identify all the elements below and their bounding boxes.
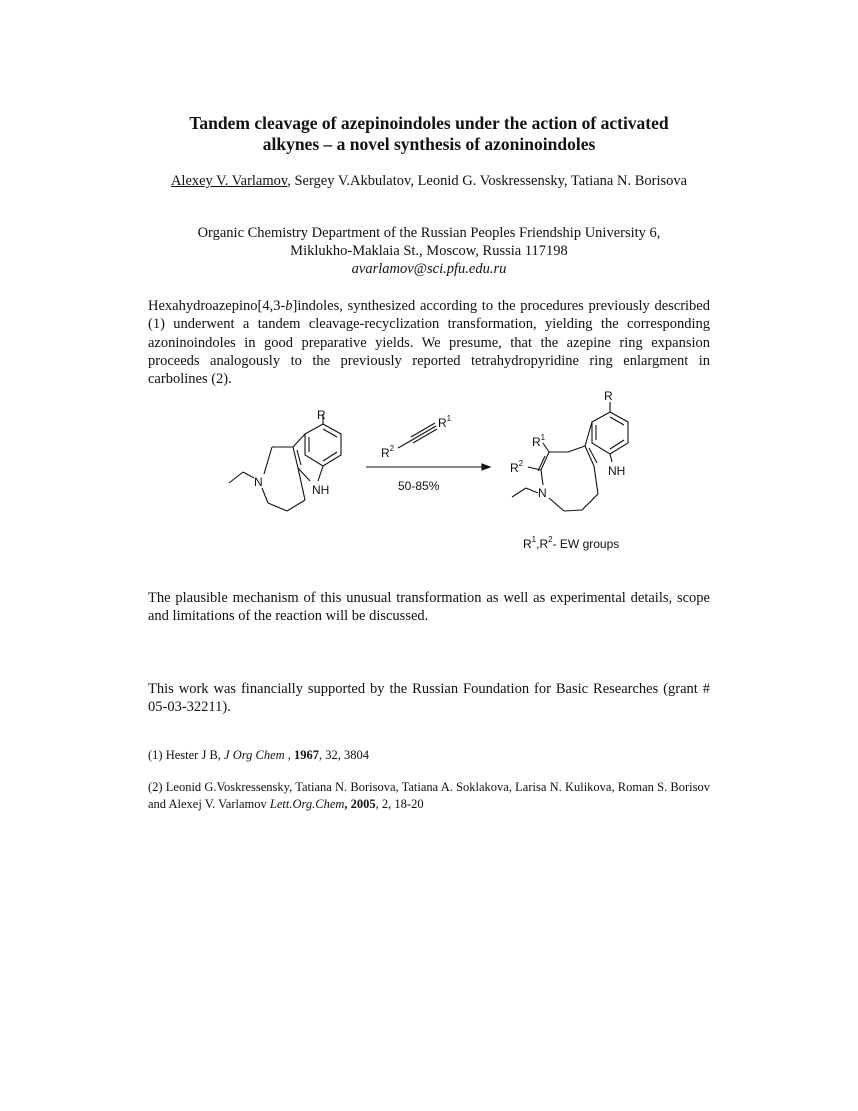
affiliation xyxy=(148,224,710,278)
substituent-note: $R^1,R^2-$ EW groups xyxy=(523,535,620,551)
presenting-author: Alexey V. Varlamov xyxy=(170,173,288,189)
reference-1 xyxy=(148,747,710,764)
ref2-journal: Lett.Org.Chem xyxy=(269,797,345,811)
p1-text-a: Hexahydroazepino[4,3- xyxy=(148,298,286,314)
reactant-azepine-bond-6 xyxy=(298,468,305,500)
reactant-nh-label: NH xyxy=(312,483,330,497)
ref1-authors: (1) Hester J B, xyxy=(148,748,225,762)
product-pyrrole-bond-4 xyxy=(610,454,612,462)
ref1-volume: , 32, 3804 xyxy=(319,748,370,762)
title-line-2: alkynes – a novel synthesis of azoninoindoles xyxy=(262,134,596,154)
ref1-journal: J Org Chem xyxy=(224,748,285,762)
reference-2 xyxy=(148,779,710,813)
product-ring-bond-5 xyxy=(541,470,543,485)
product-nh-label: NH xyxy=(608,464,626,478)
reactant-azepine-bond-3 xyxy=(262,488,268,503)
affiliation-line-1: Organic Chemistry Department of the Russian Peoples Friendship University 6, xyxy=(197,225,661,241)
alkyne-triple-2 xyxy=(411,423,435,437)
alkyne-triple-3 xyxy=(413,429,437,443)
product-r-label: R xyxy=(604,389,613,403)
product-ring-bond-7 xyxy=(564,510,582,511)
product-ring-bond-8 xyxy=(582,494,598,510)
product-benzene-ring xyxy=(592,412,628,454)
title-line-1: Tandem cleavage of azepinoindoles under the action of activated xyxy=(189,113,669,133)
abstract-paragraph xyxy=(148,297,710,388)
product-benzene-inner-2 xyxy=(610,440,624,449)
mechanism-paragraph: The plausible mechanism of this unusual transformation as well as experimental details, scope and limitations of the reaction will be discussed. xyxy=(148,590,710,625)
ref1-year: 1967 xyxy=(294,748,320,762)
reaction-arrow-head xyxy=(482,464,490,470)
product-n-label: N xyxy=(538,486,547,500)
funding-paragraph: This work was financially supported by the Russian Foundation for Basic Researches (grant # 05-03-32211). xyxy=(148,681,710,716)
product-ethyl-bond-2 xyxy=(512,488,526,497)
author-email: avarlamov@sci.pfu.edu.ru xyxy=(351,261,507,277)
product-r2-label: $R^2$ xyxy=(510,459,524,475)
reactant-benzene-inner-2 xyxy=(323,452,337,461)
alkyne-left-bond xyxy=(398,440,412,448)
product-pyrrole-bond-3 xyxy=(589,448,597,463)
product-pyrrole-bond-1 xyxy=(585,422,592,446)
reactant-n-label: N xyxy=(254,475,263,489)
reactant-pyrrole-bond-5 xyxy=(318,466,323,481)
ref2-volume: , 2, 18-20 xyxy=(375,797,424,811)
ref2-year: , 2005 xyxy=(344,797,376,811)
reactant-r-label: R xyxy=(317,408,326,422)
p1-text-b: ]indoles, synthesized according to the procedures previously described (1) underwent a tandem cleavage-recyclization transformation, yielding the corresponding azoninoindoles in good preparative yields. We presume, that the azepine ring expansion proceeds analogously to the previously reported tetrahydropyridine ring enlargment in carbolines (2). xyxy=(148,298,710,388)
co-authors: , Sergey V.Akbulatov, Leonid G. Voskressensky, Tatiana N. Borisova xyxy=(287,173,688,189)
ref2-authors: (2) Leonid G.Voskressensky, Tatiana N. Borisova, Tatiana A. Soklakova, Larisa N. Kulikova, Roman S. Borisov and Alexej V. Varlamov xyxy=(148,780,710,811)
reactant-pyrrole-bond-3 xyxy=(297,450,301,465)
reactant-azepine-bond-2 xyxy=(264,447,272,474)
paper-title xyxy=(148,113,710,155)
product-ethyl-bond-1 xyxy=(526,488,538,493)
reactant-pyrrole-bond-1 xyxy=(293,434,305,447)
reactant-ethyl-bond-2 xyxy=(229,472,243,483)
product-r1-label: $R^1$ xyxy=(532,433,546,449)
reactant-azepine-bond-5 xyxy=(287,500,305,511)
reactant-ethyl-bond-1 xyxy=(243,472,254,478)
affiliation-line-2: Miklukho-Maklaia St., Moscow, Russia 117198 xyxy=(290,243,568,259)
alkyne-triple-1 xyxy=(412,426,436,440)
reactant-benzene-ring xyxy=(305,424,341,466)
reactant-azepine-bond-4 xyxy=(268,503,287,511)
p1-italic: b xyxy=(285,298,293,314)
reaction-yield: 50-85% xyxy=(398,479,440,493)
ref1-sep: , xyxy=(284,748,295,762)
reaction-scheme xyxy=(0,380,858,560)
author-list xyxy=(148,172,710,190)
product-ring-bond-6 xyxy=(549,498,564,511)
reagent-r1-label: $R^1$ xyxy=(438,414,452,430)
product-ring-bond-9 xyxy=(594,466,598,494)
product-ring-bond-1 xyxy=(568,446,585,452)
product-r1-bond xyxy=(543,443,549,452)
reagent-r2-label: $R^2$ xyxy=(381,444,395,460)
